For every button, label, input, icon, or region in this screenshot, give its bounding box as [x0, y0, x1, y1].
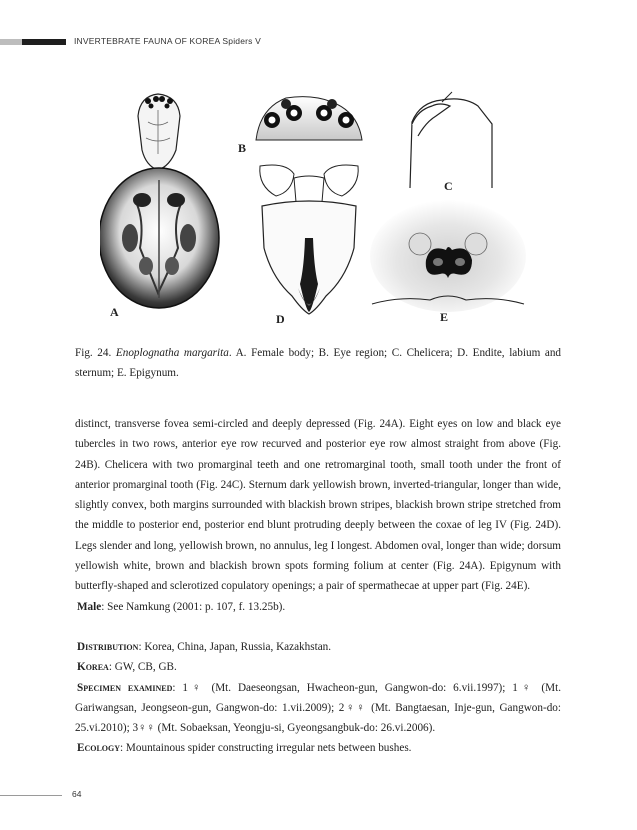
panel-b-eye-region	[256, 97, 362, 140]
specimen-paragraph	[75, 678, 561, 739]
male-paragraph	[75, 597, 561, 617]
caption-text: . A. Female body; B. Eye region; C. Chelicera; D. Endite, labium and sternum; E. Epigynum.	[75, 347, 562, 379]
korea-paragraph	[75, 657, 561, 677]
panel-label-a: A	[110, 305, 119, 319]
panel-label-d: D	[276, 312, 285, 326]
panel-label-b: B	[238, 141, 247, 155]
running-title: INVERTEBRATE FAUNA OF KOREA Spiders V	[74, 36, 262, 46]
specimen-text: : 1♀ (Mt. Daeseongsan, Hwacheon-gun, Gangwon-do: 6.vii.1997); 1♀ (Mt. Gariwangsan, Jeongseon-gun, Gangwon-do: 1.vii.2009); 2♀♀ (Mt. Bangtaesan, Inje-gun, Gangwon-do: 25.vi.2010); 3♀♀ (Mt. Sobaeksan, Yeongju-si, Gyeongsangbuk-do: 26.vi.2006).	[75, 681, 561, 735]
caption-species: Enoplognatha margarita	[115, 347, 229, 359]
panel-label-e: E	[440, 310, 449, 324]
figure-caption	[75, 343, 561, 383]
ecology-label: Ecology	[77, 742, 121, 755]
page-number: 64	[72, 789, 82, 799]
male-label: Male	[77, 600, 102, 613]
panel-label-c: C	[444, 179, 453, 193]
korea-label: Korea	[77, 661, 109, 674]
panel-e-epigynum	[370, 200, 526, 312]
header-bar-gray	[0, 39, 22, 45]
panel-c-chelicera	[410, 92, 492, 188]
ecology-paragraph	[75, 738, 561, 758]
figure-24	[100, 88, 560, 330]
panel-d-sternum	[260, 165, 358, 314]
body-text	[75, 414, 561, 759]
ecology-text: : Mountainous spider constructing irregular nets between bushes.	[120, 742, 412, 755]
header-bar-black	[22, 39, 66, 45]
male-text: : See Namkung (2001: p. 107, f. 13.25b).	[101, 600, 286, 613]
korea-text: : GW, CB, GB.	[108, 661, 177, 674]
distribution-text: : Korea, China, Japan, Russia, Kazakhstan.	[138, 640, 332, 653]
footer-rule	[0, 795, 62, 796]
distribution-paragraph	[75, 637, 561, 657]
caption-prefix: Fig. 24.	[75, 347, 116, 359]
figure-illustrations	[100, 88, 560, 330]
specimen-label: Specimen examined	[77, 681, 173, 694]
panel-a-body	[100, 94, 219, 308]
description-paragraph: distinct, transverse fovea semi-circled and deeply depressed (Fig. 24A). Eight eyes on low and black eye tubercles in two rows, anterior eye row recurved and posterior eye row almost straight from above (Fig. 24B). Chelicera with two promarginal teeth and one retromarginal tooth, small tooth under the front of anterior promarginal tooth (Fig. 24C). Sternum dark yellowish brown, inverted-triangular, longer than wide, slightly convex, both margins surrounded with blackish brown stripes, blackish brown stripe stretched from the middle to posterior end, posterior end blunt protruding deeply between the coxae of leg IV (Fig. 24D). Legs slender and long, yellowish brown, no annulus, leg I longest. Abdomen oval, longer than wide; dorsum yellowish white, brown and blackish brown spots forming folium at center (Fig. 24A). Epigynum with butterfly-shaped and sclerotized copulatory openings; a pair of spermathecae at upper part (Fig. 24E).	[75, 418, 561, 593]
distribution-label: Distribution	[77, 640, 139, 653]
